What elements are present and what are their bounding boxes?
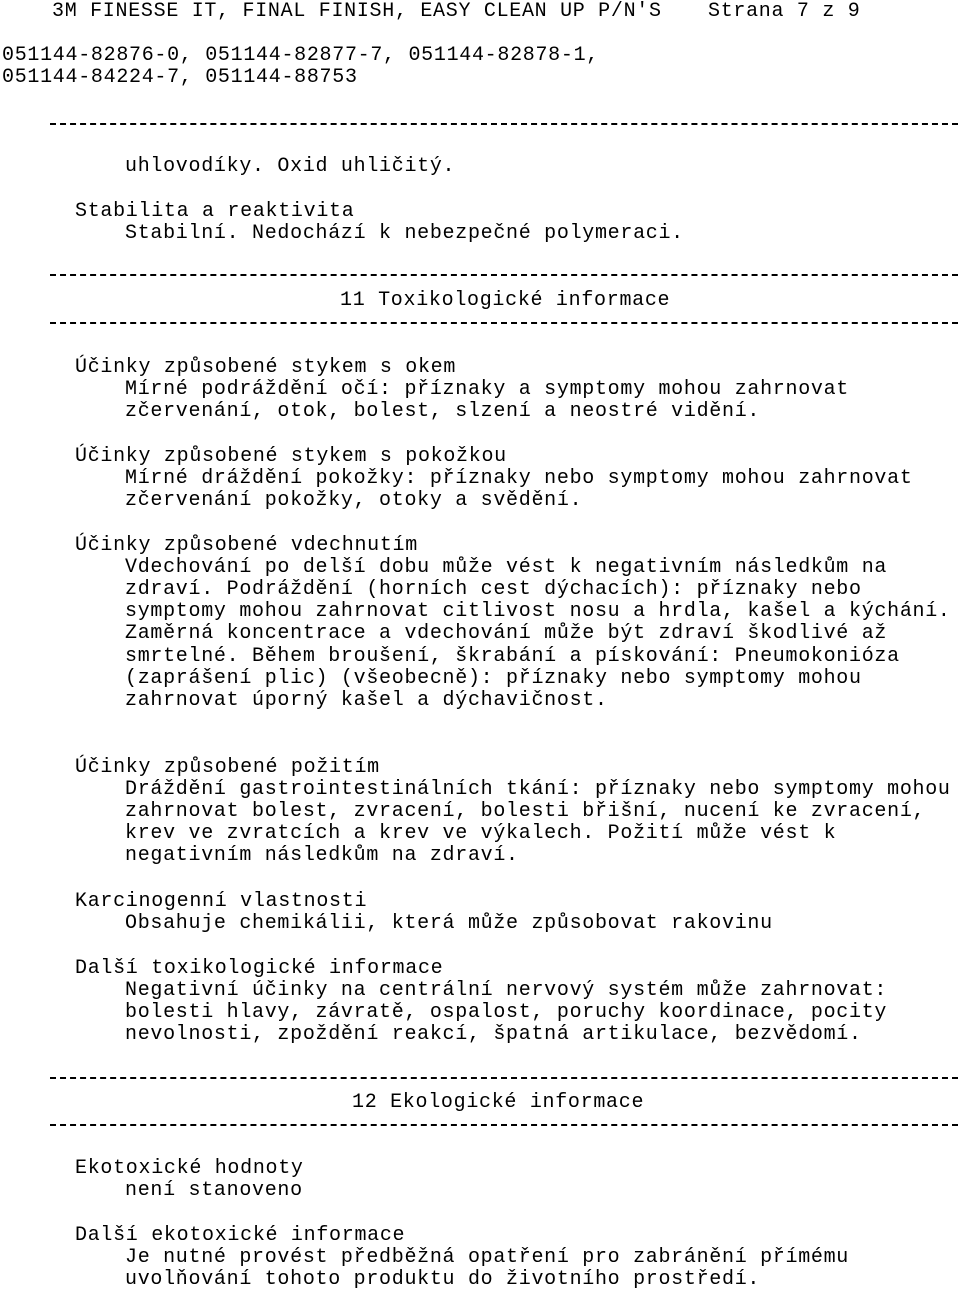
- other-ecotox-line: Je nutné provést předběžná opatření pro zabránění přímému: [125, 1246, 850, 1269]
- inhalation-line: Zaměrná koncentrace a vdechování může být zdraví škodlivé až: [125, 622, 888, 645]
- inhalation-line: (zaprášení plic) (všeobecně): příznaky nebo symptomy mohou: [125, 667, 862, 690]
- stability-heading: Stabilita a reaktivita: [75, 200, 355, 223]
- skin-contact-line: zčervenání pokožky, otoky a svědění.: [125, 489, 583, 512]
- ingestion-line: zahrnovat bolest, zvracení, bolesti břišní, nucení ke zvracení,: [125, 800, 926, 823]
- section-11-divider-top: [50, 274, 958, 276]
- inhalation-heading: Účinky způsobené vdechnutím: [75, 534, 418, 557]
- section-11-divider-bottom: [50, 322, 958, 324]
- carcinogenic-heading: Karcinogenní vlastnosti: [75, 890, 368, 913]
- other-toxicology-line: Negativní účinky na centrální nervový systém může zahrnovat:: [125, 979, 888, 1002]
- eye-contact-line: Mírné podráždění očí: příznaky a symptomy mohou zahrnovat: [125, 378, 850, 401]
- page-number: Strana 7 z 9: [708, 0, 861, 23]
- ingestion-line: Dráždění gastrointestinálních tkání: příznaky nebo symptomy mohou: [125, 778, 951, 801]
- other-toxicology-line: nevolnosti, zpoždění reakcí, špatná artikulace, bezvědomí.: [125, 1023, 862, 1046]
- inhalation-line: zahrnovat úporný kašel a dýchavičnost.: [125, 689, 608, 712]
- ecotox-heading: Ekotoxické hodnoty: [75, 1157, 304, 1180]
- section-12-title: 12 Ekologické informace: [352, 1091, 645, 1114]
- section-11-title: 11 Toxikologické informace: [340, 289, 671, 312]
- inhalation-line: smrtelné. Během broušení, škrabání a pískování: Pneumokonióza: [125, 645, 900, 668]
- ecotox-line: není stanoveno: [125, 1179, 303, 1202]
- skin-contact-heading: Účinky způsobené stykem s pokožkou: [75, 445, 507, 468]
- part-numbers-line-1: 051144-82876-0, 051144-82877-7, 051144-82878-1,: [2, 44, 599, 67]
- other-ecotox-line: uvolňování tohoto produktu do životního prostředí.: [125, 1268, 761, 1291]
- inhalation-line: zdraví. Podráždění (horních cest dýchacích): příznaky nebo: [125, 578, 862, 601]
- section-12-divider-top: [50, 1077, 958, 1079]
- document-title: 3M FINESSE IT, FINAL FINISH, EASY CLEAN UP P/N'S: [52, 0, 662, 23]
- stability-text: Stabilní. Nedochází k nebezpečné polymeraci.: [125, 222, 684, 245]
- inhalation-line: symptomy mohou zahrnovat citlivost nosu a hrdla, kašel a kýchání.: [125, 600, 951, 623]
- header-divider: [50, 123, 958, 125]
- inhalation-line: Vdechování po delší dobu může vést k negativním následkům na: [125, 556, 888, 579]
- eye-contact-heading: Účinky způsobené stykem s okem: [75, 356, 457, 379]
- other-toxicology-line: bolesti hlavy, závratě, ospalost, poruchy koordinace, pocity: [125, 1001, 888, 1024]
- section-12-divider-bottom: [50, 1124, 958, 1126]
- other-ecotox-heading: Další ekotoxické informace: [75, 1224, 406, 1247]
- ingestion-line: krev ve zvratcích a krev ve výkalech. Požití může vést k: [125, 822, 837, 845]
- skin-contact-line: Mírné dráždění pokožky: příznaky nebo symptomy mohou zahrnovat: [125, 467, 913, 490]
- part-numbers-line-2: 051144-84224-7, 051144-88753: [2, 66, 358, 89]
- eye-contact-line: zčervenání, otok, bolest, slzení a neostré vidění.: [125, 400, 761, 423]
- ingestion-heading: Účinky způsobené požitím: [75, 756, 380, 779]
- other-toxicology-heading: Další toxikologické informace: [75, 957, 444, 980]
- continued-text: uhlovodíky. Oxid uhličitý.: [125, 155, 456, 178]
- carcinogenic-line: Obsahuje chemikálii, která může způsobovat rakovinu: [125, 912, 773, 935]
- ingestion-line: negativním následkům na zdraví.: [125, 844, 519, 867]
